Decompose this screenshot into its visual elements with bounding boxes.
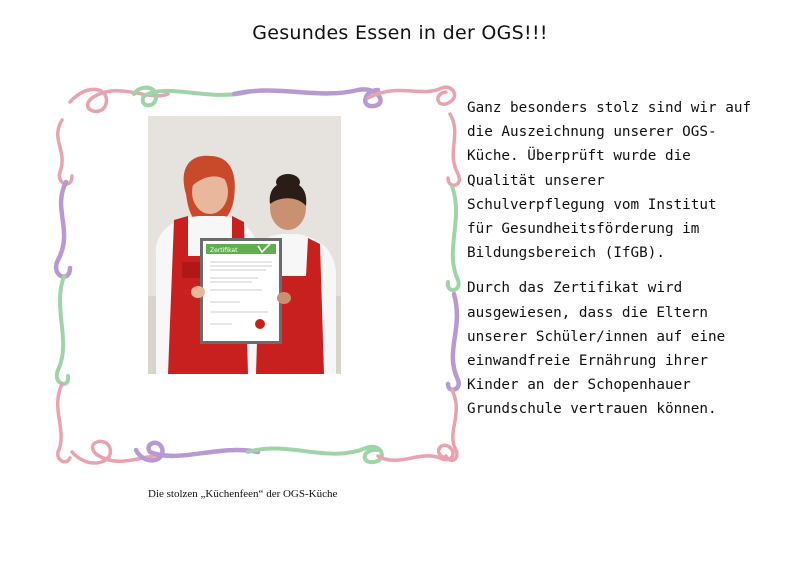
text-line: Durch das Zertifikat wird xyxy=(467,280,683,297)
text-line: Kinder an der Schopenhauer xyxy=(467,377,691,394)
text-line: ausgewiesen, dass die Eltern xyxy=(467,304,709,321)
text-line: für Gesundheitsförderung im xyxy=(467,221,700,238)
text-line: Ganz besonders stolz sind wir auf xyxy=(467,100,752,116)
page-title: Gesundes Essen in der OGS!!! xyxy=(252,22,548,44)
text-line: einwandfreie Ernährung ihrer xyxy=(467,353,709,370)
paragraph-award xyxy=(467,96,787,265)
text-line: unserer Schüler/innen auf eine xyxy=(467,328,726,345)
text-line: Schulverpflegung vom Institut xyxy=(467,196,717,213)
article-text xyxy=(467,96,787,433)
kitchen-staff-photo xyxy=(148,116,341,374)
photo-caption: Die stolzen „Küchenfeen“ der OGS-Küche xyxy=(148,488,338,500)
paragraph-certificate xyxy=(467,276,787,421)
text-line: Küche. Überprüft wurde die xyxy=(467,148,691,165)
text-line: Bildungsbereich (IfGB). xyxy=(467,245,665,262)
text-line: Grundschule vertrauen können. xyxy=(467,401,717,418)
text-line: die Auszeichnung unserer OGS- xyxy=(467,124,717,141)
certificate-heading: Zertifikat xyxy=(210,247,238,254)
text-line: Qualität unserer xyxy=(467,172,605,189)
